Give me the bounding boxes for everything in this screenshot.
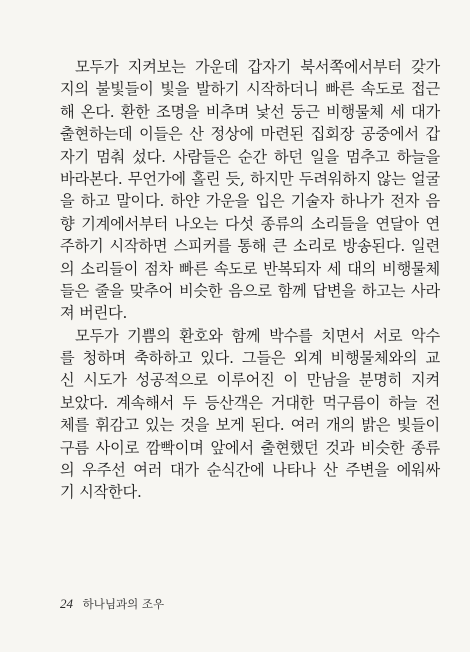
text-line: 의 우주선 여러 대가 순식간에 나타나 산 주변을 에워싸: [60, 461, 440, 480]
text-line: 를 청하며 축하하고 있다. 그들은 외계 비행물체와의 교: [60, 349, 440, 368]
text-line: 지의 불빛들이 빛을 발하기 시작하더니 빠른 속도로 접근: [60, 80, 440, 99]
page-footer: [60, 596, 164, 612]
text-line: 기 시작한다.: [60, 483, 142, 502]
text-line: 출현하는데 이들은 산 정상에 마련된 집회장 공중에서 갑: [60, 125, 440, 144]
text-line: 체를 휘감고 있는 것을 보게 된다. 여러 개의 밝은 빛들이: [60, 416, 440, 435]
text-line: 주하기 시작하면 스피커를 통해 큰 소리로 방송된다. 일련: [60, 237, 440, 256]
text-line: 신 시도가 성공적으로 이루어진 이 만남을 분명히 지켜: [60, 371, 440, 390]
page-number: 24: [60, 596, 73, 611]
running-title: 하나님과의 조우: [82, 597, 165, 611]
body-text: [60, 56, 440, 504]
text-line: 을 하고 말이다. 하얀 가운을 입은 기술자 하나가 전자 음: [60, 192, 440, 211]
text-line: 해 온다. 환한 조명을 비추며 낯선 둥근 비행물체 세 대가: [60, 102, 440, 121]
text-line: 자기 멈춰 섰다. 사람들은 순간 하던 일을 멈추고 하늘을: [60, 147, 440, 166]
text-line: 의 소리들이 점차 빠른 속도로 반복되자 세 대의 비행물체: [60, 259, 440, 278]
text-line: 보았다. 계속해서 두 등산객은 거대한 먹구름이 하늘 전: [60, 393, 440, 412]
text-line: 들은 줄을 맞추어 비슷한 음으로 함께 답변을 하고는 사라: [60, 281, 440, 300]
text-line: 모두가 기쁨의 환호와 함께 박수를 치면서 서로 악수: [75, 326, 440, 345]
text-line: 향 기계에서부터 나오는 다섯 종류의 소리들을 연달아 연: [60, 214, 440, 233]
text-line: 모두가 지켜보는 가운데 갑자기 북서쪽에서부터 갖가: [75, 58, 440, 76]
text-line: 바라본다. 무언가에 홀린 듯, 하지만 두려워하지 않는 얼굴: [60, 169, 440, 188]
text-line: 져 버린다.: [60, 304, 128, 323]
text-line: 구름 사이로 깜빡이며 앞에서 출현했던 것과 비슷한 종류: [60, 438, 440, 457]
